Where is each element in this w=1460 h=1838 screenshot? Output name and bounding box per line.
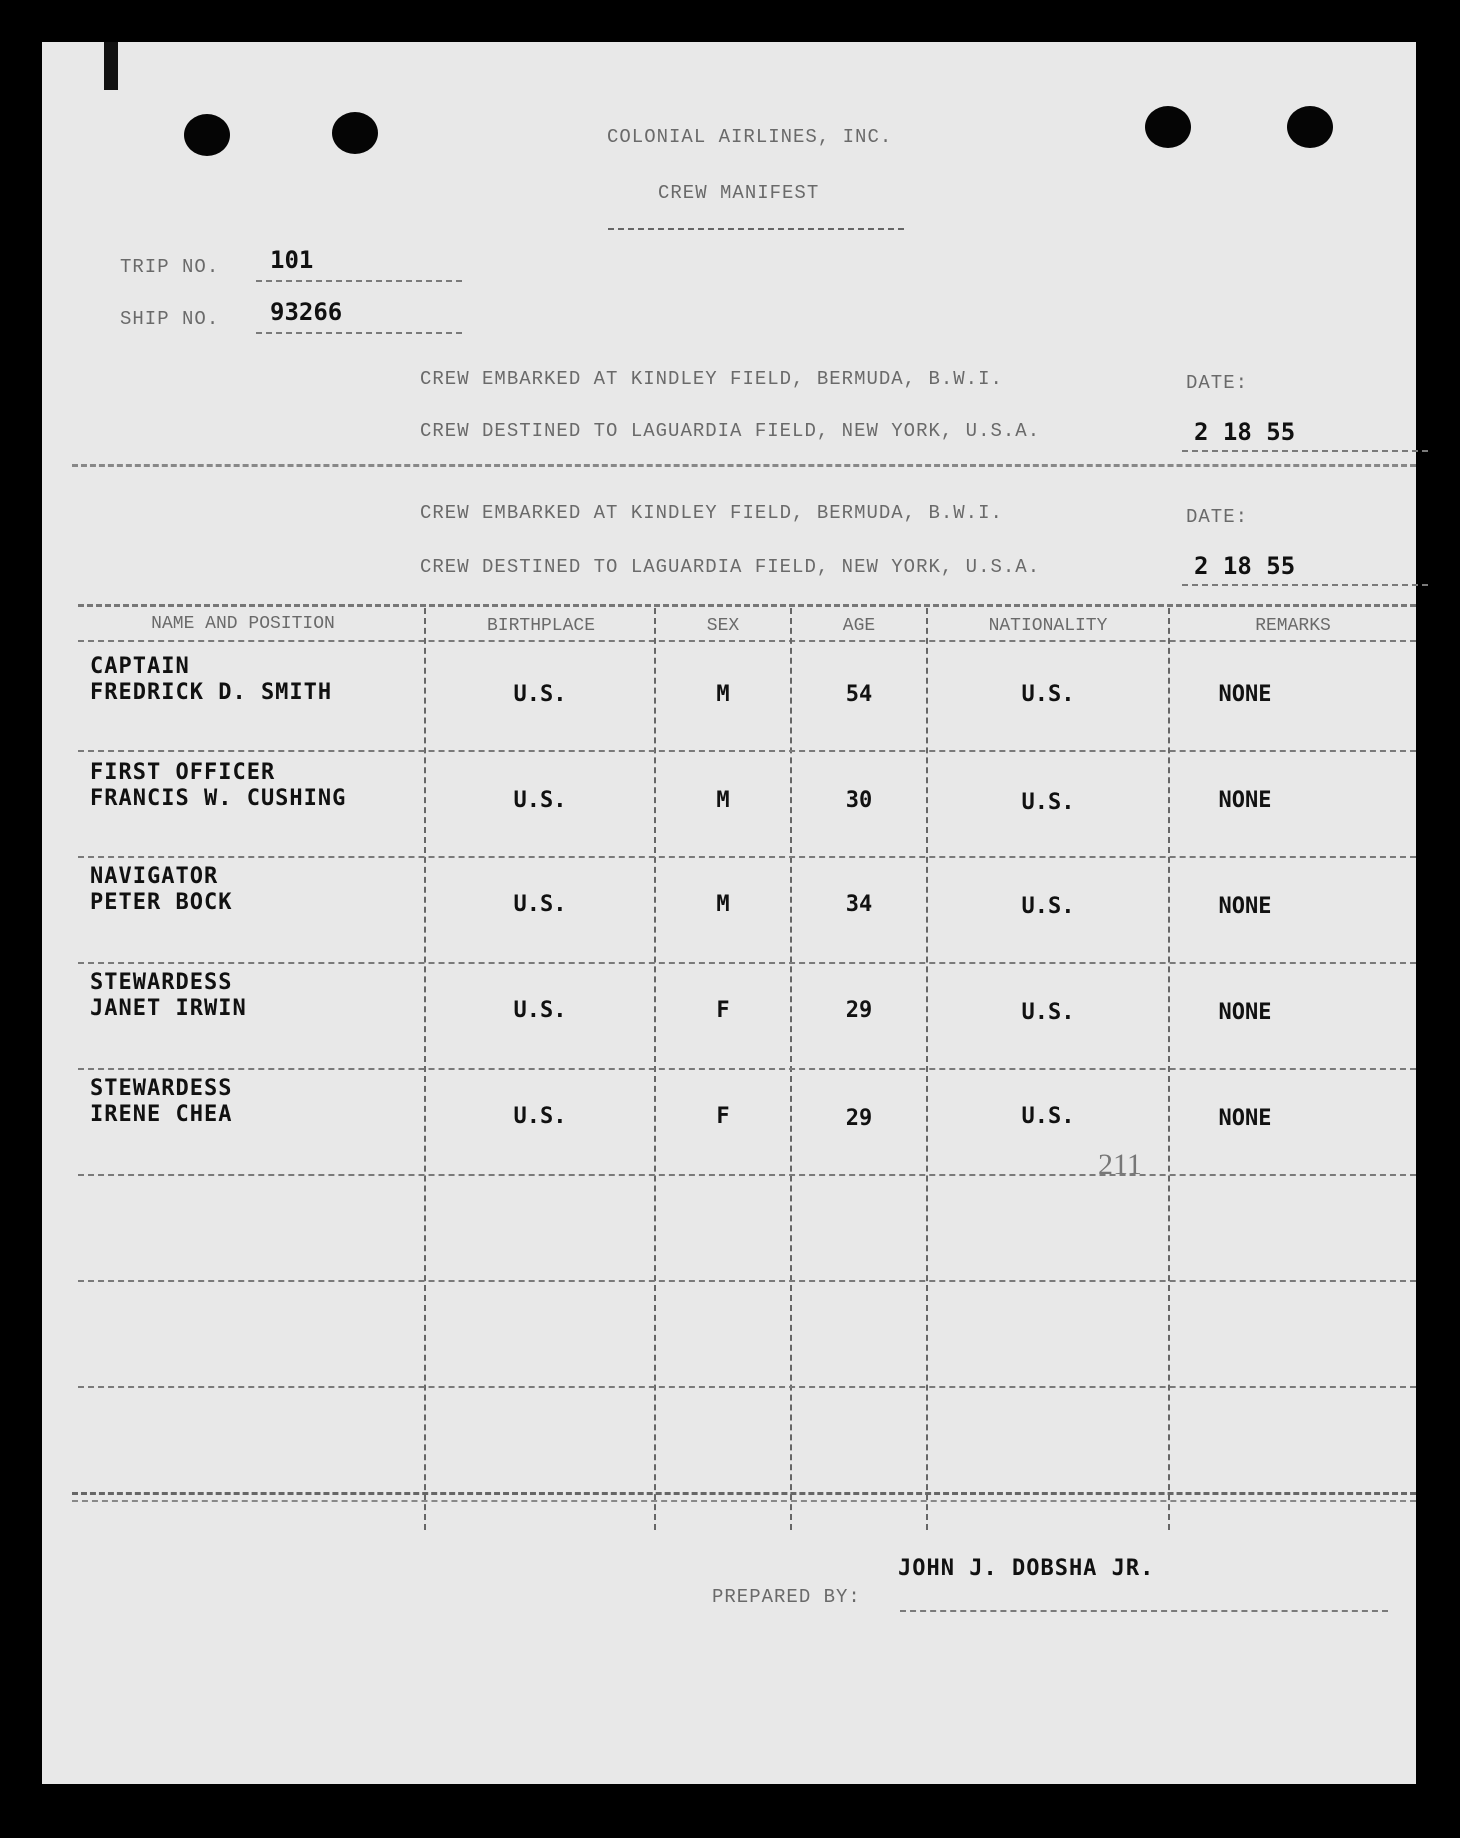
crew-name: FRANCIS W. CUSHING <box>90 786 347 811</box>
row-divider <box>78 1068 1416 1070</box>
crew-nationality: U.S. <box>1021 682 1075 707</box>
crew-birthplace: U.S. <box>513 998 567 1023</box>
crew-position: STEWARDESS <box>90 1076 233 1101</box>
date-underline <box>1182 584 1428 586</box>
row-divider <box>78 1174 1416 1176</box>
col-header-nationality: NATIONALITY <box>988 616 1108 636</box>
crew-age: 30 <box>845 788 873 813</box>
signature-underline <box>900 1610 1388 1612</box>
crew-remarks: NONE <box>1218 788 1272 813</box>
crew-name: JANET IRWIN <box>90 996 247 1021</box>
ink-mark <box>104 42 118 90</box>
col-header-sex: SEX <box>706 616 740 636</box>
document-title: CREW MANIFEST <box>658 182 820 204</box>
crew-position: STEWARDESS <box>90 970 233 995</box>
date-value: 2 18 55 <box>1194 418 1296 446</box>
col-header-name: NAME AND POSITION <box>151 614 335 634</box>
crew-position: FIRST OFFICER <box>90 760 276 785</box>
row-divider <box>78 1280 1416 1282</box>
ship-value: 93266 <box>270 298 343 326</box>
crew-birthplace: U.S. <box>513 788 567 813</box>
punch-hole <box>1287 106 1333 148</box>
row-divider <box>78 750 1416 752</box>
destined-line: CREW DESTINED TO LAGUARDIA FIELD, NEW YORK, U.S.A. <box>420 556 1041 578</box>
crew-birthplace: U.S. <box>513 892 567 917</box>
punch-hole <box>184 114 230 156</box>
company-name: COLONIAL AIRLINES, INC. <box>607 126 893 148</box>
embarked-line: CREW EMBARKED AT KINDLEY FIELD, BERMUDA, B.W.I. <box>420 502 1003 524</box>
destined-line: CREW DESTINED TO LAGUARDIA FIELD, NEW YORK, U.S.A. <box>420 420 1041 442</box>
ship-label: SHIP NO. <box>120 308 220 330</box>
crew-position: CAPTAIN <box>90 654 190 679</box>
punch-hole <box>1145 106 1191 148</box>
crew-remarks: NONE <box>1218 1000 1272 1025</box>
trip-label: TRIP NO. <box>120 256 220 278</box>
date-label: DATE: <box>1186 372 1249 394</box>
section-divider <box>72 464 1416 467</box>
embarked-line: CREW EMBARKED AT KINDLEY FIELD, BERMUDA, B.W.I. <box>420 368 1003 390</box>
crew-position: NAVIGATOR <box>90 864 219 889</box>
col-header-birthplace: BIRTHPLACE <box>486 616 596 636</box>
row-divider <box>78 1386 1416 1388</box>
crew-name: IRENE CHEA <box>90 1102 233 1127</box>
table-header-border <box>78 640 1416 642</box>
crew-birthplace: U.S. <box>513 1104 567 1129</box>
crew-sex: M <box>716 682 730 707</box>
table-bottom-border <box>72 1500 1416 1502</box>
page-number: 211 <box>1098 1148 1142 1181</box>
crew-name: FREDRICK D. SMITH <box>90 680 333 705</box>
crew-nationality: U.S. <box>1021 1000 1075 1025</box>
crew-sex: M <box>716 892 730 917</box>
table-top-border <box>78 604 1416 607</box>
date-label: DATE: <box>1186 506 1249 528</box>
col-header-remarks: REMARKS <box>1255 616 1331 636</box>
date-value: 2 18 55 <box>1194 552 1296 580</box>
ship-underline <box>256 332 462 334</box>
punch-hole <box>332 112 378 154</box>
date-underline <box>1182 450 1428 452</box>
trip-value: 101 <box>270 246 314 274</box>
col-header-age: AGE <box>842 616 876 636</box>
crew-sex: F <box>716 998 730 1023</box>
manifest-page <box>42 42 1416 1784</box>
table-bottom-border <box>72 1492 1416 1495</box>
row-divider <box>78 962 1416 964</box>
crew-remarks: NONE <box>1218 1106 1272 1131</box>
crew-name: PETER BOCK <box>90 890 233 915</box>
crew-birthplace: U.S. <box>513 682 567 707</box>
prepared-by-value: JOHN J. DOBSHA JR. <box>898 1556 1155 1581</box>
crew-remarks: NONE <box>1218 894 1272 919</box>
crew-remarks: NONE <box>1218 682 1272 707</box>
crew-age: 54 <box>845 682 873 707</box>
crew-sex: M <box>716 788 730 813</box>
crew-age: 29 <box>845 1106 873 1131</box>
crew-nationality: U.S. <box>1021 790 1075 815</box>
row-divider <box>78 856 1416 858</box>
crew-sex: F <box>716 1104 730 1129</box>
trip-underline <box>256 280 462 282</box>
title-underline <box>608 228 904 230</box>
crew-nationality: U.S. <box>1021 894 1075 919</box>
crew-nationality: U.S. <box>1021 1104 1075 1129</box>
crew-age: 34 <box>845 892 873 917</box>
crew-age: 29 <box>845 998 873 1023</box>
prepared-by-label: PREPARED BY: <box>712 1586 861 1608</box>
